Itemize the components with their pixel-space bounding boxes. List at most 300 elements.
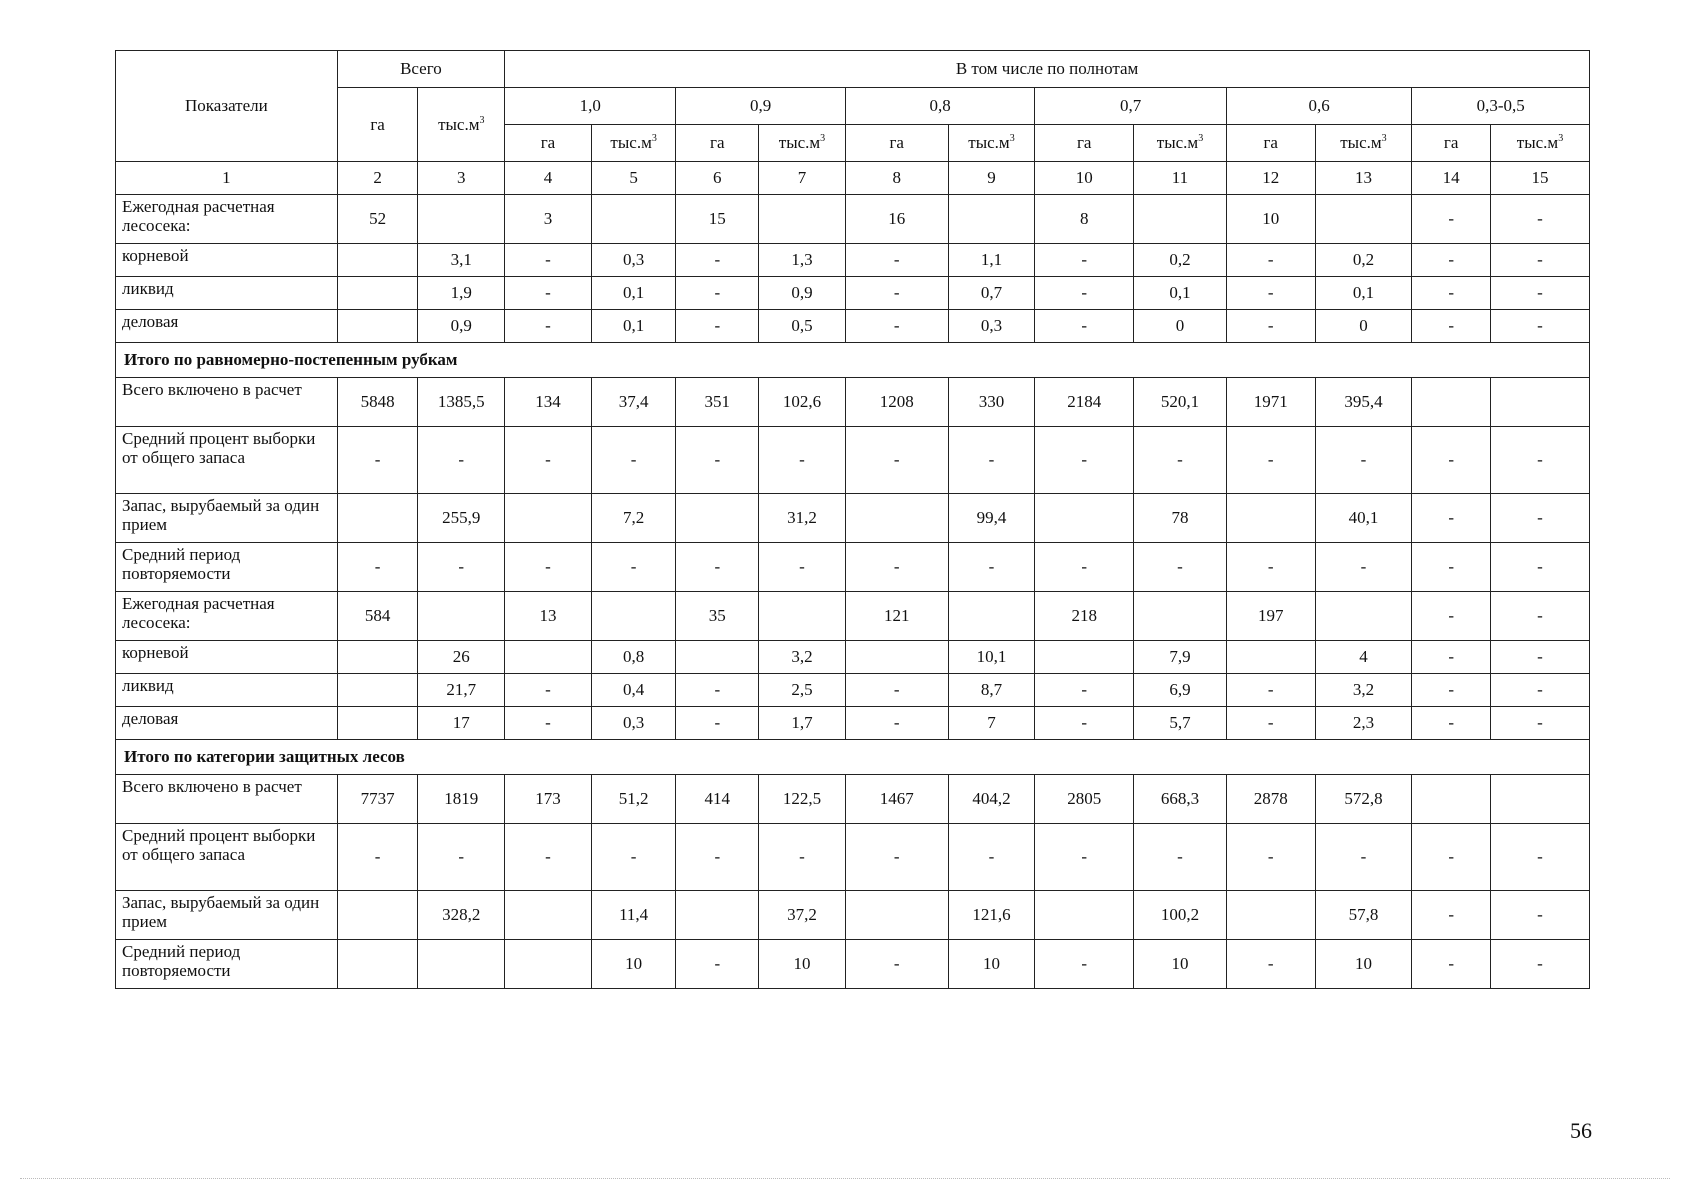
table-cell: 10 bbox=[1315, 940, 1412, 989]
table-cell: - bbox=[1035, 310, 1134, 343]
column-number: 2 bbox=[337, 162, 418, 195]
table-row bbox=[116, 674, 1590, 707]
table-cell bbox=[418, 940, 505, 989]
table-cell: - bbox=[948, 427, 1035, 494]
table-cell: 0 bbox=[1134, 310, 1227, 343]
table-cell: 5848 bbox=[337, 378, 418, 427]
table-cell bbox=[1315, 592, 1412, 641]
table-cell bbox=[1490, 775, 1589, 824]
table-cell: 1,9 bbox=[418, 277, 505, 310]
table-cell: - bbox=[676, 543, 759, 592]
table-row bbox=[116, 427, 1590, 494]
table-cell: 351 bbox=[676, 378, 759, 427]
table-cell: - bbox=[759, 824, 846, 891]
table-cell: - bbox=[845, 940, 948, 989]
table-cell: 0,5 bbox=[759, 310, 846, 343]
row-label: Средний период повторяемости bbox=[116, 543, 338, 592]
header-vol: $тыс.м^3$ bbox=[759, 125, 846, 162]
table-row bbox=[116, 775, 1590, 824]
table-cell: - bbox=[1412, 891, 1491, 940]
forest-indicators-table bbox=[115, 50, 1590, 989]
table-header bbox=[116, 51, 1590, 195]
table-body-b bbox=[116, 378, 1590, 740]
table-cell: - bbox=[1035, 824, 1134, 891]
table-cell: - bbox=[676, 427, 759, 494]
table-cell: 57,8 bbox=[1315, 891, 1412, 940]
table-cell: 0,8 bbox=[591, 641, 676, 674]
table-cell: - bbox=[676, 244, 759, 277]
table-cell: - bbox=[418, 543, 505, 592]
table-cell: - bbox=[845, 277, 948, 310]
table-cell: - bbox=[1490, 641, 1589, 674]
table-cell: - bbox=[505, 277, 592, 310]
table-cell bbox=[337, 310, 418, 343]
table-cell: 7737 bbox=[337, 775, 418, 824]
table-cell: - bbox=[1315, 824, 1412, 891]
table-cell: - bbox=[1412, 427, 1491, 494]
table-row bbox=[116, 641, 1590, 674]
table-cell: 8,7 bbox=[948, 674, 1035, 707]
header-vol: $тыс.м^3$ bbox=[1490, 125, 1589, 162]
table-cell: 668,3 bbox=[1134, 775, 1227, 824]
table-cell: 10 bbox=[1226, 195, 1315, 244]
header-by-density: В том числе по полнотам bbox=[505, 51, 1590, 88]
table-cell bbox=[948, 592, 1035, 641]
table-cell: 10 bbox=[759, 940, 846, 989]
table-cell: - bbox=[676, 940, 759, 989]
table-cell: 121,6 bbox=[948, 891, 1035, 940]
header-ha: га bbox=[505, 125, 592, 162]
table-cell bbox=[337, 940, 418, 989]
table-cell: 0,1 bbox=[591, 310, 676, 343]
table-body-a bbox=[116, 195, 1590, 343]
column-number: 15 bbox=[1490, 162, 1589, 195]
header-density-2: 0,9 bbox=[676, 88, 845, 125]
table-cell: 99,4 bbox=[948, 494, 1035, 543]
table-cell: 2,5 bbox=[759, 674, 846, 707]
table-cell: 2,3 bbox=[1315, 707, 1412, 740]
section-heading: Итого по категории защитных лесов bbox=[116, 740, 1590, 775]
table-cell: 10 bbox=[591, 940, 676, 989]
table-cell: - bbox=[1490, 824, 1589, 891]
header-total-ha: га bbox=[337, 88, 418, 162]
column-number: 6 bbox=[676, 162, 759, 195]
header-density-3: 0,8 bbox=[845, 88, 1035, 125]
table-cell bbox=[676, 494, 759, 543]
table-cell: - bbox=[505, 707, 592, 740]
table-cell: 37,2 bbox=[759, 891, 846, 940]
table-cell: 2805 bbox=[1035, 775, 1134, 824]
table-cell: - bbox=[337, 543, 418, 592]
table-cell: 13 bbox=[505, 592, 592, 641]
table-cell bbox=[948, 195, 1035, 244]
table-cell bbox=[845, 641, 948, 674]
table-cell bbox=[337, 891, 418, 940]
table-cell: 6,9 bbox=[1134, 674, 1227, 707]
table-cell: - bbox=[1035, 707, 1134, 740]
table-cell: - bbox=[845, 707, 948, 740]
row-label: Средний процент выборки от общего запаса bbox=[116, 427, 338, 494]
table-cell bbox=[1226, 494, 1315, 543]
table-cell: 7 bbox=[948, 707, 1035, 740]
table-cell: - bbox=[1490, 427, 1589, 494]
table-cell: - bbox=[1490, 543, 1589, 592]
table-cell: - bbox=[591, 427, 676, 494]
table-cell bbox=[1134, 195, 1227, 244]
table-cell: - bbox=[676, 277, 759, 310]
table-cell: 0,1 bbox=[591, 277, 676, 310]
table-cell: - bbox=[845, 543, 948, 592]
table-cell bbox=[337, 641, 418, 674]
table-cell: - bbox=[1412, 592, 1491, 641]
column-number: 11 bbox=[1134, 162, 1227, 195]
column-numbers-row bbox=[116, 162, 1590, 195]
column-number: 3 bbox=[418, 162, 505, 195]
table-cell: - bbox=[1412, 277, 1491, 310]
header-vol: $тыс.м^3$ bbox=[1134, 125, 1227, 162]
table-cell: 3,2 bbox=[759, 641, 846, 674]
header-density-1: 1,0 bbox=[505, 88, 676, 125]
header-total: Всего bbox=[337, 51, 504, 88]
table-cell: 572,8 bbox=[1315, 775, 1412, 824]
table-cell: 0,3 bbox=[591, 244, 676, 277]
table-cell: 0,9 bbox=[418, 310, 505, 343]
table-cell: - bbox=[1226, 277, 1315, 310]
table-cell: 3,1 bbox=[418, 244, 505, 277]
table-cell: - bbox=[1490, 494, 1589, 543]
table-cell bbox=[676, 641, 759, 674]
row-label: корневой bbox=[116, 244, 338, 277]
table-row bbox=[116, 824, 1590, 891]
table-cell: 255,9 bbox=[418, 494, 505, 543]
table-cell: - bbox=[337, 427, 418, 494]
table-cell bbox=[676, 891, 759, 940]
header-ha: га bbox=[1412, 125, 1491, 162]
table-cell: - bbox=[1412, 940, 1491, 989]
table-cell: 26 bbox=[418, 641, 505, 674]
table-cell: 0,4 bbox=[591, 674, 676, 707]
table-cell: - bbox=[948, 824, 1035, 891]
table-cell: 11,4 bbox=[591, 891, 676, 940]
table-cell bbox=[845, 494, 948, 543]
table-cell: - bbox=[1412, 543, 1491, 592]
table-cell: 1385,5 bbox=[418, 378, 505, 427]
header-vol: $тыс.м^3$ bbox=[591, 125, 676, 162]
table-cell: - bbox=[1490, 195, 1589, 244]
table-cell: - bbox=[1412, 195, 1491, 244]
column-number: 1 bbox=[116, 162, 338, 195]
table-cell: 40,1 bbox=[1315, 494, 1412, 543]
table-cell: 1467 bbox=[845, 775, 948, 824]
table-cell: - bbox=[1226, 707, 1315, 740]
table-row bbox=[116, 891, 1590, 940]
table-row bbox=[116, 310, 1590, 343]
table-row bbox=[116, 707, 1590, 740]
table-cell: 1971 bbox=[1226, 378, 1315, 427]
table-row bbox=[116, 494, 1590, 543]
header-indicators: Показатели bbox=[116, 51, 338, 162]
table-cell: 1,1 bbox=[948, 244, 1035, 277]
table-cell: 78 bbox=[1134, 494, 1227, 543]
table-cell: 35 bbox=[676, 592, 759, 641]
table-cell: - bbox=[1412, 824, 1491, 891]
table-cell: 1208 bbox=[845, 378, 948, 427]
header-ha: га bbox=[676, 125, 759, 162]
table-cell bbox=[337, 244, 418, 277]
table-cell: - bbox=[676, 310, 759, 343]
table-cell: 0,3 bbox=[591, 707, 676, 740]
row-label: ликвид bbox=[116, 277, 338, 310]
table-cell: 0,3 bbox=[948, 310, 1035, 343]
table-cell: 10 bbox=[948, 940, 1035, 989]
table-row bbox=[116, 592, 1590, 641]
section-heading: Итого по равномерно-постепенным рубкам bbox=[116, 343, 1590, 378]
table-cell: - bbox=[1412, 674, 1491, 707]
table-cell: - bbox=[676, 707, 759, 740]
table-cell: 10 bbox=[1134, 940, 1227, 989]
table-cell bbox=[1412, 378, 1491, 427]
table-cell: - bbox=[845, 674, 948, 707]
table-cell: - bbox=[1134, 543, 1227, 592]
row-label: Средний период повторяемости bbox=[116, 940, 338, 989]
table-cell: 404,2 bbox=[948, 775, 1035, 824]
table-cell: 7,2 bbox=[591, 494, 676, 543]
header-density-5: 0,6 bbox=[1226, 88, 1411, 125]
row-label: Всего включено в расчет bbox=[116, 378, 338, 427]
table-cell: - bbox=[1226, 824, 1315, 891]
table-cell: - bbox=[948, 543, 1035, 592]
row-label: Запас, вырубаемый за один прием bbox=[116, 494, 338, 543]
table-cell bbox=[337, 707, 418, 740]
table-cell: - bbox=[1490, 940, 1589, 989]
table-cell: - bbox=[1226, 427, 1315, 494]
table-cell: 2184 bbox=[1035, 378, 1134, 427]
table-cell bbox=[759, 592, 846, 641]
row-label: ликвид bbox=[116, 674, 338, 707]
row-label: корневой bbox=[116, 641, 338, 674]
table-cell: - bbox=[591, 543, 676, 592]
table-cell bbox=[418, 195, 505, 244]
table-cell: - bbox=[1226, 940, 1315, 989]
table-cell bbox=[591, 195, 676, 244]
table-cell: 37,4 bbox=[591, 378, 676, 427]
table-cell: 15 bbox=[676, 195, 759, 244]
table-cell: 218 bbox=[1035, 592, 1134, 641]
table-cell bbox=[1315, 195, 1412, 244]
table-cell: - bbox=[845, 824, 948, 891]
table-cell: - bbox=[1226, 674, 1315, 707]
header-vol: $тыс.м^3$ bbox=[1315, 125, 1412, 162]
table-cell: - bbox=[1315, 427, 1412, 494]
column-number: 9 bbox=[948, 162, 1035, 195]
table-cell: - bbox=[1412, 641, 1491, 674]
table-cell: - bbox=[337, 824, 418, 891]
page-number: 56 bbox=[1570, 1118, 1592, 1143]
table-row bbox=[116, 244, 1590, 277]
table-cell bbox=[337, 494, 418, 543]
table-cell: 1819 bbox=[418, 775, 505, 824]
table-cell: - bbox=[1412, 310, 1491, 343]
table-cell: - bbox=[1412, 707, 1491, 740]
column-number: 7 bbox=[759, 162, 846, 195]
table-cell bbox=[1490, 378, 1589, 427]
column-number: 10 bbox=[1035, 162, 1134, 195]
table-cell: - bbox=[505, 824, 592, 891]
table-cell: - bbox=[676, 674, 759, 707]
table-row bbox=[116, 940, 1590, 989]
table-cell: - bbox=[1412, 244, 1491, 277]
table-cell: - bbox=[1035, 674, 1134, 707]
table-cell: 17 bbox=[418, 707, 505, 740]
table-cell bbox=[1134, 592, 1227, 641]
table-cell: - bbox=[1412, 494, 1491, 543]
table-cell: 100,2 bbox=[1134, 891, 1227, 940]
table-cell: - bbox=[1134, 427, 1227, 494]
header-total-vol: $тыс.м^3$ bbox=[418, 88, 505, 162]
table-cell: - bbox=[1035, 543, 1134, 592]
table-cell bbox=[505, 891, 592, 940]
table-cell: - bbox=[845, 310, 948, 343]
table-cell: 0,1 bbox=[1134, 277, 1227, 310]
table-cell: 121 bbox=[845, 592, 948, 641]
table-cell: 4 bbox=[1315, 641, 1412, 674]
row-label: Запас, вырубаемый за один прием bbox=[116, 891, 338, 940]
table-cell: 8 bbox=[1035, 195, 1134, 244]
table-cell bbox=[845, 891, 948, 940]
table-cell: 520,1 bbox=[1134, 378, 1227, 427]
header-density-4: 0,7 bbox=[1035, 88, 1227, 125]
table-cell: 173 bbox=[505, 775, 592, 824]
column-number: 14 bbox=[1412, 162, 1491, 195]
table-cell bbox=[1035, 641, 1134, 674]
table-cell: - bbox=[1490, 277, 1589, 310]
section-2 bbox=[116, 740, 1590, 775]
table-cell: - bbox=[1226, 244, 1315, 277]
scan-artifact-line bbox=[20, 1178, 1670, 1180]
table-cell: 52 bbox=[337, 195, 418, 244]
table-cell: - bbox=[845, 427, 948, 494]
table-cell: 5,7 bbox=[1134, 707, 1227, 740]
table-row bbox=[116, 378, 1590, 427]
table-cell bbox=[1226, 641, 1315, 674]
column-number: 5 bbox=[591, 162, 676, 195]
row-label: Всего включено в расчет bbox=[116, 775, 338, 824]
table-cell bbox=[759, 195, 846, 244]
table-cell: - bbox=[1315, 543, 1412, 592]
table-cell: - bbox=[845, 244, 948, 277]
table-cell: 0,2 bbox=[1315, 244, 1412, 277]
column-number: 8 bbox=[845, 162, 948, 195]
table-cell: - bbox=[505, 674, 592, 707]
table-cell: 10,1 bbox=[948, 641, 1035, 674]
column-number: 13 bbox=[1315, 162, 1412, 195]
table-cell: - bbox=[1490, 674, 1589, 707]
table-cell: 330 bbox=[948, 378, 1035, 427]
table-cell bbox=[1035, 891, 1134, 940]
table-cell: 0,2 bbox=[1134, 244, 1227, 277]
table-cell: - bbox=[1490, 592, 1589, 641]
table-body-c bbox=[116, 775, 1590, 989]
table-cell: - bbox=[1490, 244, 1589, 277]
table-row bbox=[116, 277, 1590, 310]
table-cell: 3,2 bbox=[1315, 674, 1412, 707]
table-cell: - bbox=[1490, 310, 1589, 343]
table-cell: - bbox=[505, 543, 592, 592]
header-ha: га bbox=[1035, 125, 1134, 162]
table-cell: 21,7 bbox=[418, 674, 505, 707]
table-cell: - bbox=[418, 824, 505, 891]
table-cell: 414 bbox=[676, 775, 759, 824]
table-cell bbox=[505, 494, 592, 543]
table-cell bbox=[505, 641, 592, 674]
table-cell bbox=[1226, 891, 1315, 940]
table-cell: 134 bbox=[505, 378, 592, 427]
table-cell: 122,5 bbox=[759, 775, 846, 824]
forest-indicators-table-sheet bbox=[115, 50, 1590, 989]
table-cell: - bbox=[1035, 427, 1134, 494]
header-ha: га bbox=[1226, 125, 1315, 162]
table-cell: - bbox=[505, 427, 592, 494]
table-cell bbox=[1035, 494, 1134, 543]
column-number: 12 bbox=[1226, 162, 1315, 195]
table-cell: - bbox=[1134, 824, 1227, 891]
header-density-6: 0,3-0,5 bbox=[1412, 88, 1590, 125]
row-label: Ежегодная расчетная лесосека: bbox=[116, 195, 338, 244]
table-row bbox=[116, 195, 1590, 244]
table-cell: 51,2 bbox=[591, 775, 676, 824]
table-cell: - bbox=[1226, 310, 1315, 343]
table-cell: 1,3 bbox=[759, 244, 846, 277]
header-ha: га bbox=[845, 125, 948, 162]
table-cell: 2878 bbox=[1226, 775, 1315, 824]
table-cell: 7,9 bbox=[1134, 641, 1227, 674]
table-cell: 3 bbox=[505, 195, 592, 244]
table-cell: 197 bbox=[1226, 592, 1315, 641]
table-cell bbox=[337, 674, 418, 707]
table-cell: - bbox=[1035, 244, 1134, 277]
table-row bbox=[116, 543, 1590, 592]
table-cell: - bbox=[1035, 277, 1134, 310]
table-cell: - bbox=[676, 824, 759, 891]
table-cell: - bbox=[505, 244, 592, 277]
table-cell: 102,6 bbox=[759, 378, 846, 427]
table-cell: 31,2 bbox=[759, 494, 846, 543]
table-cell bbox=[591, 592, 676, 641]
table-cell bbox=[337, 277, 418, 310]
column-number: 4 bbox=[505, 162, 592, 195]
row-label: деловая bbox=[116, 707, 338, 740]
row-label: деловая bbox=[116, 310, 338, 343]
table-cell: 584 bbox=[337, 592, 418, 641]
table-cell: - bbox=[1035, 940, 1134, 989]
table-cell: - bbox=[1490, 707, 1589, 740]
row-label: Средний процент выборки от общего запаса bbox=[116, 824, 338, 891]
table-cell: - bbox=[1226, 543, 1315, 592]
table-cell: - bbox=[759, 427, 846, 494]
header-vol: $тыс.м^3$ bbox=[948, 125, 1035, 162]
table-cell: 395,4 bbox=[1315, 378, 1412, 427]
table-cell: 1,7 bbox=[759, 707, 846, 740]
table-cell: 328,2 bbox=[418, 891, 505, 940]
table-cell: 0,7 bbox=[948, 277, 1035, 310]
table-cell bbox=[505, 940, 592, 989]
table-cell: 0 bbox=[1315, 310, 1412, 343]
table-cell: - bbox=[759, 543, 846, 592]
row-label: Ежегодная расчетная лесосека: bbox=[116, 592, 338, 641]
table-cell: 16 bbox=[845, 195, 948, 244]
table-cell: 0,9 bbox=[759, 277, 846, 310]
table-cell bbox=[1412, 775, 1491, 824]
